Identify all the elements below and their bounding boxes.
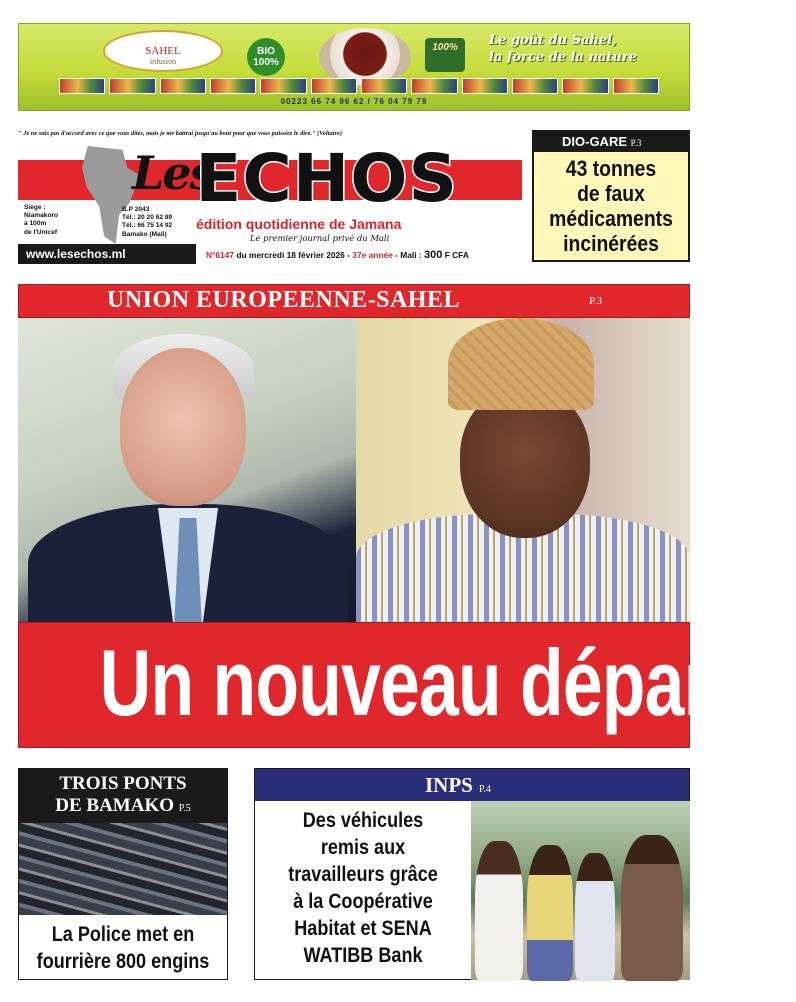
- siege-line: Niamakoro: [24, 212, 59, 220]
- lead-headline: Un nouveau départ ?: [99, 630, 796, 735]
- price: 300: [424, 249, 443, 261]
- teaser-kicker: [534, 132, 688, 152]
- title-echos: ECHOS: [195, 140, 458, 217]
- siege-address: [24, 204, 58, 237]
- ad-brand-sub: infusion: [149, 57, 177, 66]
- story-left-headline-line: La Police met en: [51, 923, 195, 946]
- story-right-headline-line: Habitat et SENA: [294, 917, 432, 940]
- teaser-headline-line: de faux: [577, 181, 645, 206]
- ad-slogan-line1: Le goût du Sahel,: [489, 33, 617, 48]
- teaser-dio-gare[interactable]: [532, 130, 690, 262]
- story-left-page: P.5: [178, 803, 191, 814]
- contact-line: Bamako (Mali): [122, 230, 167, 238]
- person-figure: [575, 853, 615, 981]
- lead-headline-bar[interactable]: [18, 622, 796, 748]
- person-figure: [621, 835, 683, 981]
- story-right-kicker: [255, 769, 689, 801]
- story-right-headline-line: à la Coopérative: [293, 890, 433, 913]
- story-right-headline-line: Des véhicules: [302, 809, 424, 832]
- contact-line: B.P 2043: [122, 206, 150, 213]
- motorcycles-photo: [19, 823, 227, 915]
- contact-line: Tél.: 66 75 14 92: [122, 222, 173, 230]
- face-shape: [120, 348, 246, 506]
- website-link[interactable]: www.lesechos.ml: [18, 244, 196, 264]
- issue-info: N°6147 du mercredi 18 février 2026 - 37e année - Mali : 300 F CFA: [206, 249, 469, 261]
- cap-shape: [448, 318, 594, 410]
- bio-badge: BIO 100%: [247, 38, 285, 76]
- title-les: Les: [132, 146, 214, 200]
- story-left-kicker-line1: TROIS PONTS: [59, 773, 187, 794]
- face-shape: [460, 388, 590, 538]
- edition-line: édition quotidienne de Jamana: [196, 216, 402, 232]
- story-right-headline-line: remis aux: [320, 836, 406, 859]
- natural-badge: 100%: [425, 38, 465, 72]
- price-label: Mali :: [400, 250, 422, 260]
- story-left-kicker: [19, 769, 227, 823]
- story-left-headline-line: fourrière 800 engins: [36, 950, 210, 973]
- story-left-kicker-line2: [19, 795, 227, 820]
- lead-kicker-bar[interactable]: [18, 284, 690, 318]
- teaser-headline-line: médicaments: [549, 206, 673, 231]
- siege-line: de l'Unicef: [24, 228, 58, 236]
- teaser-headline-line: 43 tonnes: [565, 156, 657, 181]
- sahel-infusion-ad-banner[interactable]: [18, 23, 690, 111]
- sahel-infusion-logo: [103, 30, 223, 72]
- contact-line: Tél.: 20 20 62 89: [122, 214, 173, 222]
- lead-photo-right: [356, 318, 690, 622]
- tagline: Le premier journal privé du Mali: [250, 233, 390, 243]
- siege-line: à 100m: [24, 220, 47, 228]
- teaser-headline-line: incinérées: [563, 231, 659, 256]
- contact-info: [122, 206, 172, 239]
- story-right-headline-line: WATIBB Bank: [303, 944, 423, 967]
- ad-phone: 00223 66 74 96 62 / 76 04 79 79: [280, 97, 428, 106]
- person-figure: [527, 845, 573, 981]
- story-trois-ponts[interactable]: [18, 768, 228, 980]
- voltaire-quote: " Je ne suis pas d'accord avec ce que vous dites, mais je me battrai jusqu'au bout pour que vous puissiez le dire." (Voltaire): [18, 130, 342, 137]
- ad-brand: SAHEL: [145, 45, 181, 57]
- issue-year: 37e année: [352, 250, 393, 260]
- currency: F CFA: [444, 250, 469, 260]
- teaser-headline: [543, 156, 679, 256]
- ad-slogan: [489, 32, 679, 66]
- product-boxes-image: [59, 78, 659, 94]
- lead-page: P.3: [589, 295, 603, 307]
- story-right-kicker-text: INPS: [425, 773, 473, 797]
- story-inps[interactable]: [254, 768, 690, 980]
- vehicle-handover-photo: [471, 801, 690, 980]
- lead-photo-left: [18, 318, 356, 622]
- story-right-headline-line: travailleurs grâce: [288, 863, 438, 886]
- issue-date: du mercredi 18 février 2026: [236, 250, 345, 260]
- teaser-kicker-text: DIO-GARE: [562, 134, 627, 149]
- story-left-headline: [34, 921, 213, 975]
- person-figure: [475, 841, 523, 981]
- ad-slogan-line2: la force de la nature: [489, 50, 637, 65]
- lead-kicker: UNION EUROPEENNE-SAHEL: [107, 287, 461, 313]
- story-right-headline: [270, 807, 456, 969]
- siege-line: Siège :: [24, 204, 46, 211]
- teaser-page: P.3: [630, 138, 642, 148]
- story-left-kicker-text: DE BAMAKO: [55, 795, 175, 816]
- issue-number: N°6147: [206, 250, 235, 260]
- story-right-page: P.4: [478, 784, 491, 795]
